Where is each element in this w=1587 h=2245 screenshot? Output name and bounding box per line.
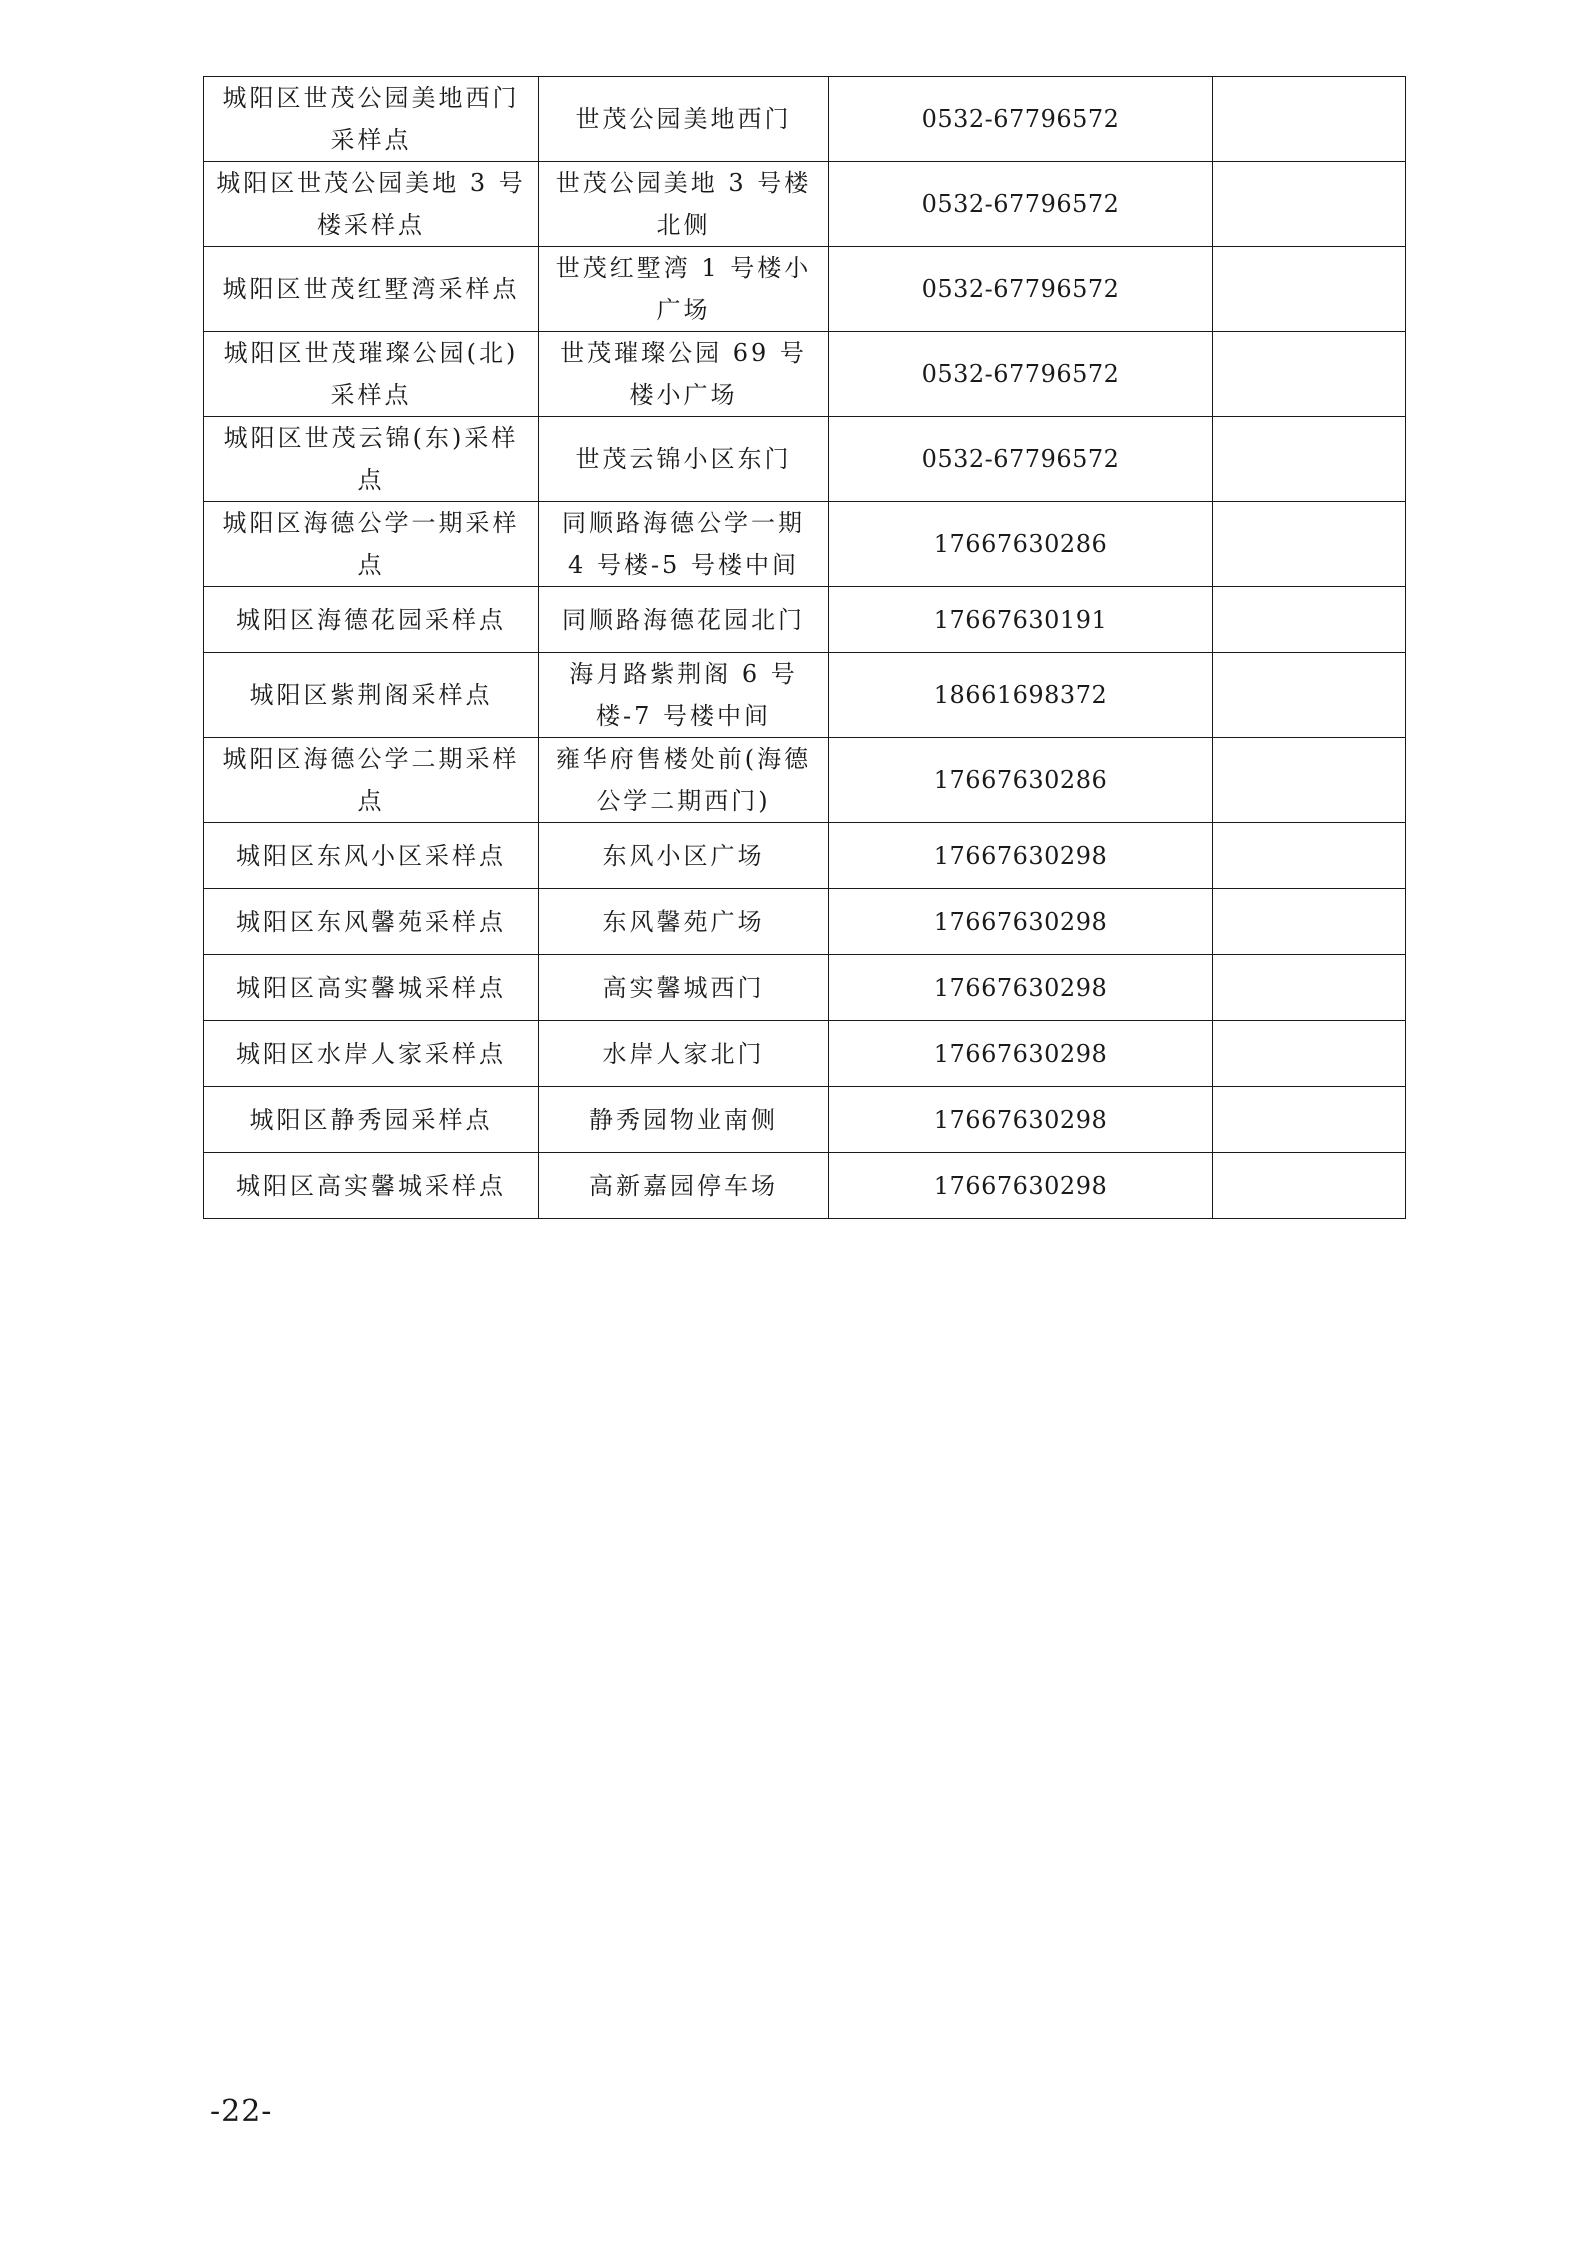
sampling-point-name: 城阳区高实馨城采样点 (204, 955, 539, 1021)
sampling-point-address: 水岸人家北门 (539, 1021, 829, 1087)
table-row (204, 738, 1406, 823)
table-row (204, 1153, 1406, 1219)
sampling-point-address: 静秀园物业南侧 (539, 1087, 829, 1153)
contact-phone: 17667630298 (829, 1087, 1213, 1153)
sampling-point-name: 城阳区世茂璀璨公园(北)采样点 (204, 332, 539, 417)
sampling-point-address: 同顺路海德公学一期 4 号楼-5 号楼中间 (539, 502, 829, 587)
table-row (204, 332, 1406, 417)
contact-phone: 0532-67796572 (829, 417, 1213, 502)
note-cell (1213, 77, 1406, 162)
contact-phone: 18661698372 (829, 653, 1213, 738)
table-row (204, 955, 1406, 1021)
sampling-point-name: 城阳区海德公学一期采样点 (204, 502, 539, 587)
note-cell (1213, 955, 1406, 1021)
sampling-point-address: 世茂璀璨公园 69 号楼小广场 (539, 332, 829, 417)
sampling-point-name: 城阳区紫荆阁采样点 (204, 653, 539, 738)
contact-phone: 17667630191 (829, 587, 1213, 653)
table-row (204, 502, 1406, 587)
note-cell (1213, 653, 1406, 738)
sampling-point-address: 东风小区广场 (539, 823, 829, 889)
page-number: -22- (210, 2094, 273, 2129)
sampling-point-name: 城阳区静秀园采样点 (204, 1087, 539, 1153)
sampling-point-name: 城阳区世茂云锦(东)采样点 (204, 417, 539, 502)
note-cell (1213, 587, 1406, 653)
contact-phone: 17667630286 (829, 502, 1213, 587)
sampling-point-address: 高实馨城西门 (539, 955, 829, 1021)
note-cell (1213, 332, 1406, 417)
sampling-point-address: 东风馨苑广场 (539, 889, 829, 955)
contact-phone: 17667630298 (829, 823, 1213, 889)
note-cell (1213, 1021, 1406, 1087)
sampling-points-table (203, 76, 1406, 1219)
note-cell (1213, 247, 1406, 332)
contact-phone: 0532-67796572 (829, 77, 1213, 162)
table-row (204, 1021, 1406, 1087)
sampling-point-name: 城阳区东风小区采样点 (204, 823, 539, 889)
table-row (204, 247, 1406, 332)
note-cell (1213, 1153, 1406, 1219)
note-cell (1213, 1087, 1406, 1153)
sampling-point-address: 世茂公园美地 3 号楼北侧 (539, 162, 829, 247)
contact-phone: 17667630286 (829, 738, 1213, 823)
note-cell (1213, 502, 1406, 587)
contact-phone: 0532-67796572 (829, 162, 1213, 247)
sampling-point-address: 世茂红墅湾 1 号楼小广场 (539, 247, 829, 332)
sampling-point-address: 高新嘉园停车场 (539, 1153, 829, 1219)
sampling-point-name: 城阳区世茂公园美地 3 号楼采样点 (204, 162, 539, 247)
table-row (204, 162, 1406, 247)
note-cell (1213, 417, 1406, 502)
table-row (204, 417, 1406, 502)
contact-phone: 17667630298 (829, 1021, 1213, 1087)
table-row (204, 823, 1406, 889)
sampling-point-name: 城阳区水岸人家采样点 (204, 1021, 539, 1087)
contact-phone: 17667630298 (829, 1153, 1213, 1219)
note-cell (1213, 162, 1406, 247)
table-row (204, 889, 1406, 955)
sampling-point-address: 雍华府售楼处前(海德公学二期西门) (539, 738, 829, 823)
contact-phone: 17667630298 (829, 889, 1213, 955)
sampling-point-address: 同顺路海德花园北门 (539, 587, 829, 653)
table-row (204, 653, 1406, 738)
sampling-point-name: 城阳区高实馨城采样点 (204, 1153, 539, 1219)
sampling-point-name: 城阳区海德花园采样点 (204, 587, 539, 653)
table-row (204, 587, 1406, 653)
sampling-point-address: 世茂云锦小区东门 (539, 417, 829, 502)
sampling-point-name: 城阳区世茂红墅湾采样点 (204, 247, 539, 332)
sampling-point-name: 城阳区世茂公园美地西门采样点 (204, 77, 539, 162)
note-cell (1213, 889, 1406, 955)
table-row (204, 77, 1406, 162)
contact-phone: 0532-67796572 (829, 247, 1213, 332)
sampling-point-address: 海月路紫荆阁 6 号楼-7 号楼中间 (539, 653, 829, 738)
table-row (204, 1087, 1406, 1153)
sampling-point-name: 城阳区海德公学二期采样点 (204, 738, 539, 823)
note-cell (1213, 823, 1406, 889)
sampling-point-address: 世茂公园美地西门 (539, 77, 829, 162)
contact-phone: 17667630298 (829, 955, 1213, 1021)
contact-phone: 0532-67796572 (829, 332, 1213, 417)
sampling-point-name: 城阳区东风馨苑采样点 (204, 889, 539, 955)
note-cell (1213, 738, 1406, 823)
